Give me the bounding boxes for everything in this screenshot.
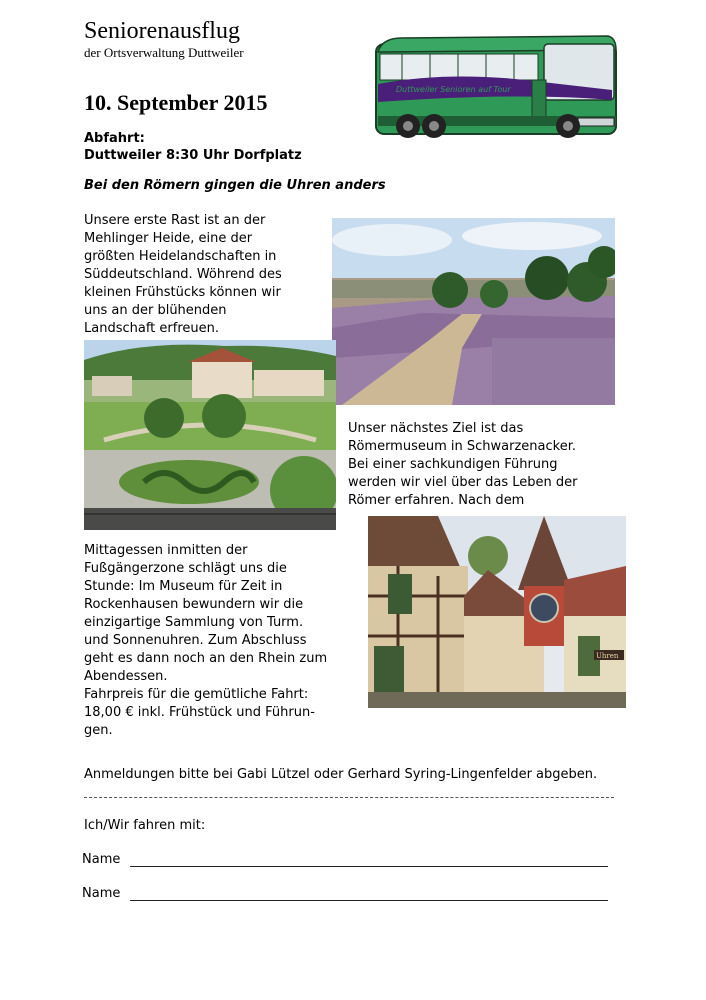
name-label-2: Name (82, 886, 121, 901)
event-date: 10. September 2015 (84, 90, 268, 115)
signup-heading: Ich/Wir fahren mit: (84, 818, 206, 833)
registration-instructions: Anmeldungen bitte bei Gabi Lützel oder Gerhard Syring-Lingenfelder abgeben. (84, 767, 598, 782)
departure-label: Abfahrt: (84, 131, 145, 146)
name-field-1[interactable] (130, 866, 608, 867)
bus-banner-text: Duttweiler Senioren auf Tour (396, 85, 511, 94)
flyer-subtitle: der Ortsverwaltung Duttweiler (84, 45, 244, 60)
flyer-title: Seniorenausflug (84, 18, 240, 44)
paragraph-clock-museum-and-price: Mittagessen inmitten der Fußgängerzone schlägt uns die Stunde: Im Museum für Zeit in Rockenhausen bewundern wir die einzigartige Sammlung von Turm. und Sonnenuhren. Zum Abschluss geht es dann noch an den Rhein zum Abendessen. Fahrpreis für die gemütliche Fahrt: 18,00 € inkl. Frühstück und Führun- gen. (84, 543, 328, 738)
tagline: Bei den Römern gingen die Uhren anders (84, 178, 386, 193)
heath-landscape-photo (332, 218, 615, 405)
departure-details: Duttweiler 8:30 Uhr Dorfplatz (84, 148, 302, 163)
baroque-garden-photo (84, 340, 336, 530)
clock-museum-photo (368, 516, 626, 708)
name-label-1: Name (82, 852, 121, 867)
bus-illustration (372, 30, 622, 152)
paragraph-roman-museum: Unser nächstes Ziel ist das Römermuseum in Schwarzenacker. Bei einer sachkundigen Führung werden wir viel über das Leben der Römer erfahren. Nach dem (348, 421, 578, 508)
cut-line (84, 797, 614, 798)
paragraph-first-stop: Unsere erste Rast ist an der Mehlinger Heide, eine der größten Heidelandschaften in Süddeutschland. Wöhrend des kleinen Frühstücks können wir uns an der blühenden Landschaft erfreuen. (84, 213, 282, 336)
name-field-2[interactable] (130, 900, 608, 901)
shop-sign-text: Uhren (596, 652, 619, 660)
